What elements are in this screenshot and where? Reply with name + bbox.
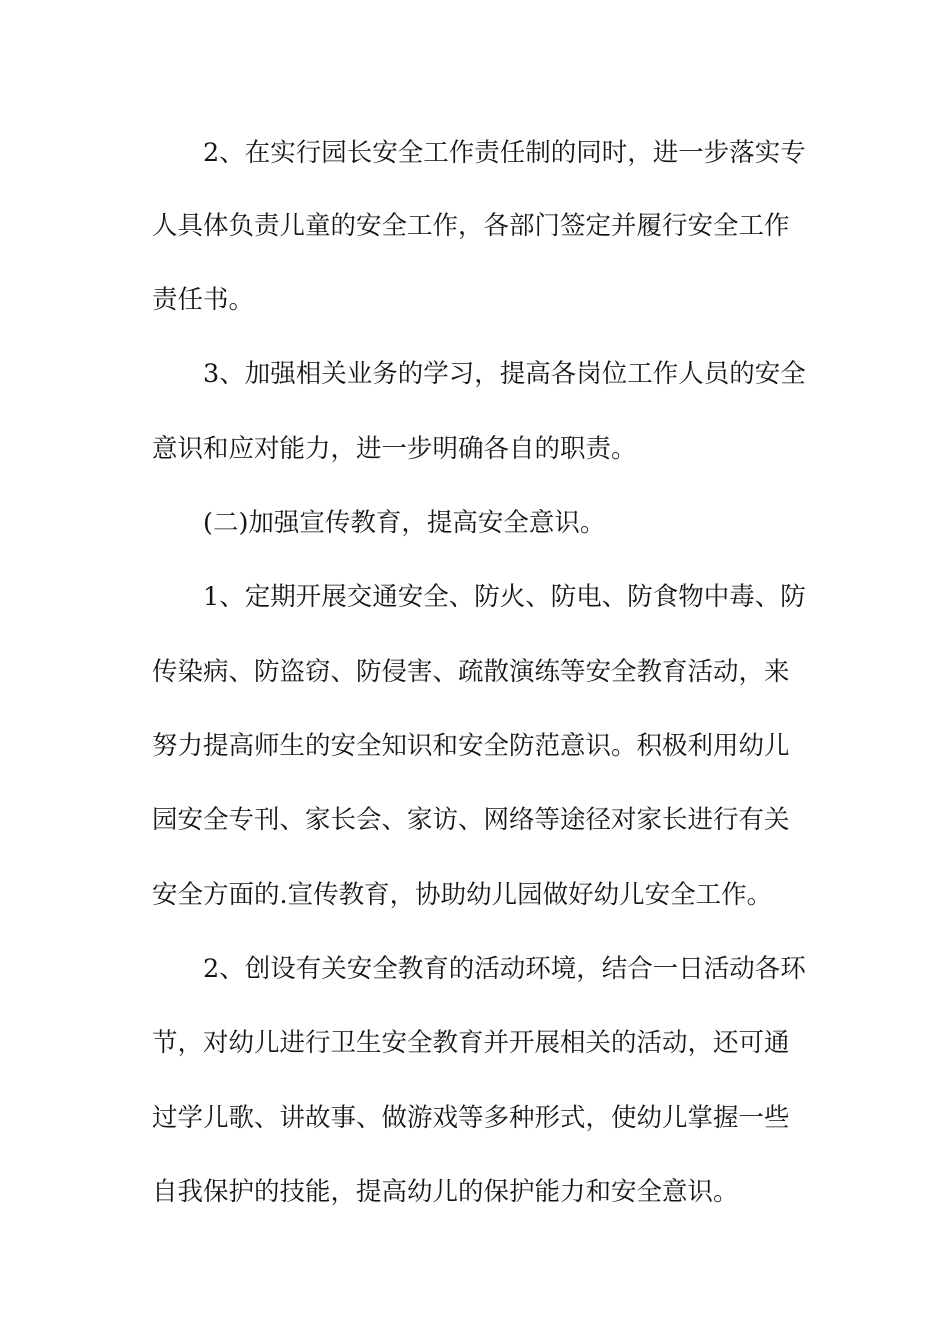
text-line: 2、在实行园长安全工作责任制的同时，进一步落实专 (152, 138, 806, 168)
text-line: 过学儿歌、讲故事、做游戏等多种形式，使幼儿掌握一些 (152, 1103, 790, 1133)
text-line: 安全方面的.宣传教育，协助幼儿园做好幼儿安全工作。 (152, 880, 773, 910)
text-line: 自我保护的技能，提高幼儿的保护能力和安全意识。 (152, 1177, 739, 1207)
text-line: 3、加强相关业务的学习，提高各岗位工作人员的安全 (152, 359, 806, 389)
text-line: 园安全专刊、家长会、家访、网络等途径对家长进行有关 (152, 805, 790, 835)
text-line: 1、定期开展交通安全、防火、防电、防食物中毒、防 (152, 582, 806, 612)
text-line: 传染病、防盗窃、防侵害、疏散演练等安全教育活动，来 (152, 657, 790, 687)
text-line: 2、创设有关安全教育的活动环境，结合一日活动各环 (152, 954, 806, 984)
section-heading: (二)加强宣传教育，提高安全意识。 (152, 508, 606, 538)
text-line: 节，对幼儿进行卫生安全教育并开展相关的活动，还可通 (152, 1028, 790, 1058)
text-line: 努力提高师生的安全知识和安全防范意识。积极利用幼儿 (152, 731, 790, 761)
text-line: 意识和应对能力，进一步明确各自的职责。 (152, 434, 637, 464)
text-line: 人具体负责儿童的安全工作，各部门签定并履行安全工作 (152, 211, 790, 241)
text-line: 责任书。 (152, 285, 255, 315)
